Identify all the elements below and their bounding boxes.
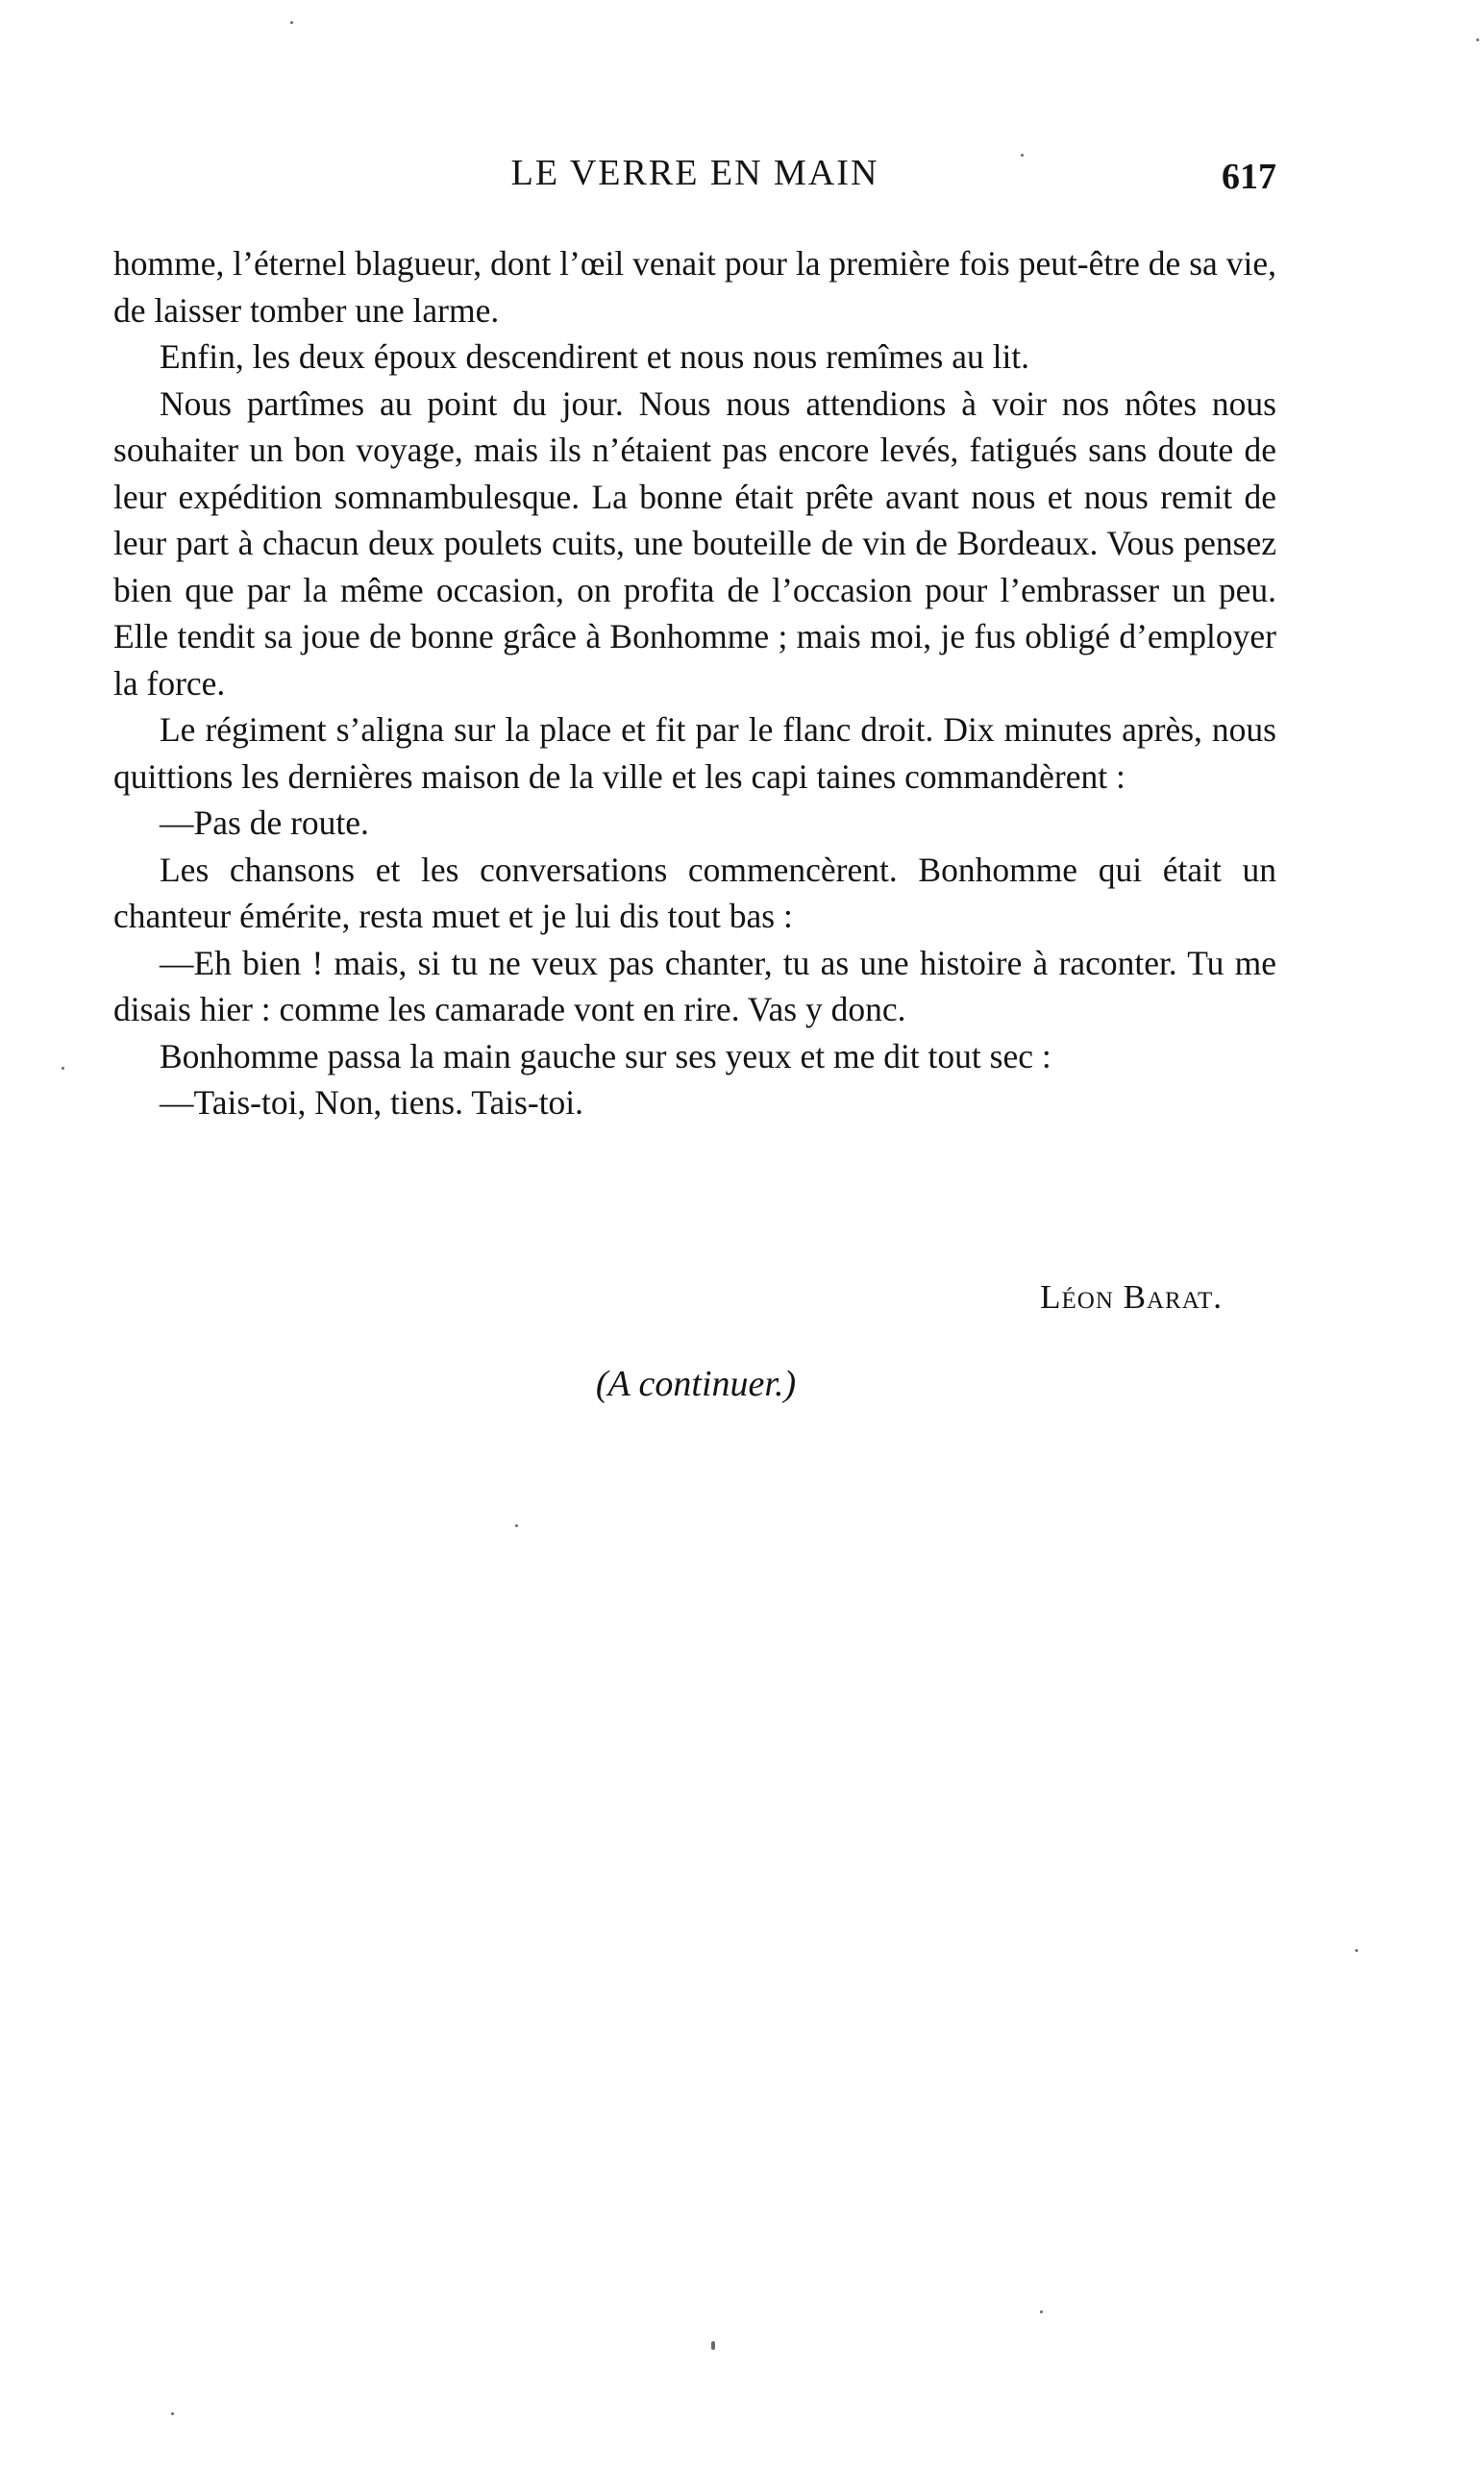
paragraph: Bonhomme passa la main gauche sur ses yeux et me dit tout sec : (160, 1036, 1051, 1075)
running-title: LE VERRE EN MAIN (510, 153, 879, 193)
dialogue-line: —Pas de route. (160, 803, 369, 842)
scan-speck (1476, 38, 1479, 41)
paragraph: Le régiment s’aligna sur la place et fit par le flanc droit. Dix minutes après, nous quittions les dernières maison de la ville et les capi taines commandèrent : (113, 710, 1276, 796)
paragraph-continued: homme, l’éternel blagueur, dont l’œil venait pour la première fois peut-être de sa vie, de laisser tomber une larme. (113, 244, 1276, 330)
scan-speck (290, 21, 293, 24)
to-be-continued-note: (A continuer.) (595, 1364, 797, 1404)
paragraph: Les chansons et les conversations commencèrent. Bonhomme qui était un chanteur émérite, resta muet et je lui dis tout bas : (113, 850, 1276, 935)
running-head (113, 152, 1276, 200)
scan-speck (62, 1067, 64, 1070)
paragraph: Enfin, les deux époux descendirent et nous nous remîmes au lit. (160, 337, 1030, 376)
paragraph: Nous partîmes au point du jour. Nous nous attendions à voir nos nôtes nous souhaiter un bon voyage, mais ils n’étaient pas encore levés, fatigués sans doute de leur expédition somnambulesque. La bonne était prête avant nous et nous remit de leur part à chacun deux poulets cuits, une bouteille de vin de Bordeaux. Vous pensez bien que par la même occasion, on profita de l’occasion pour l’embrasser un peu. Elle tendit sa joue de bonne grâce à Bonhomme ; mais moi, je fus obligé d’employer la force. (113, 383, 1276, 703)
scan-speck (171, 2412, 174, 2415)
scan-speck (711, 2341, 715, 2350)
scan-speck (1021, 154, 1024, 157)
scan-speck (1040, 2310, 1043, 2313)
dialogue-line: —Eh bien ! mais, si tu ne veux pas chanter, tu as une histoire à raconter. Tu me disais hier : comme les camarade vont en rire. Vas y donc. (113, 943, 1276, 1028)
author-signature: Léon Barat. (1040, 1278, 1223, 1316)
scan-speck (515, 1524, 518, 1527)
body-text (113, 240, 1276, 1126)
dialogue-line: —Tais-toi, Non, tiens. Tais-toi. (160, 1083, 584, 1122)
page-number: 617 (1222, 157, 1276, 197)
scan-speck (1355, 1949, 1358, 1952)
